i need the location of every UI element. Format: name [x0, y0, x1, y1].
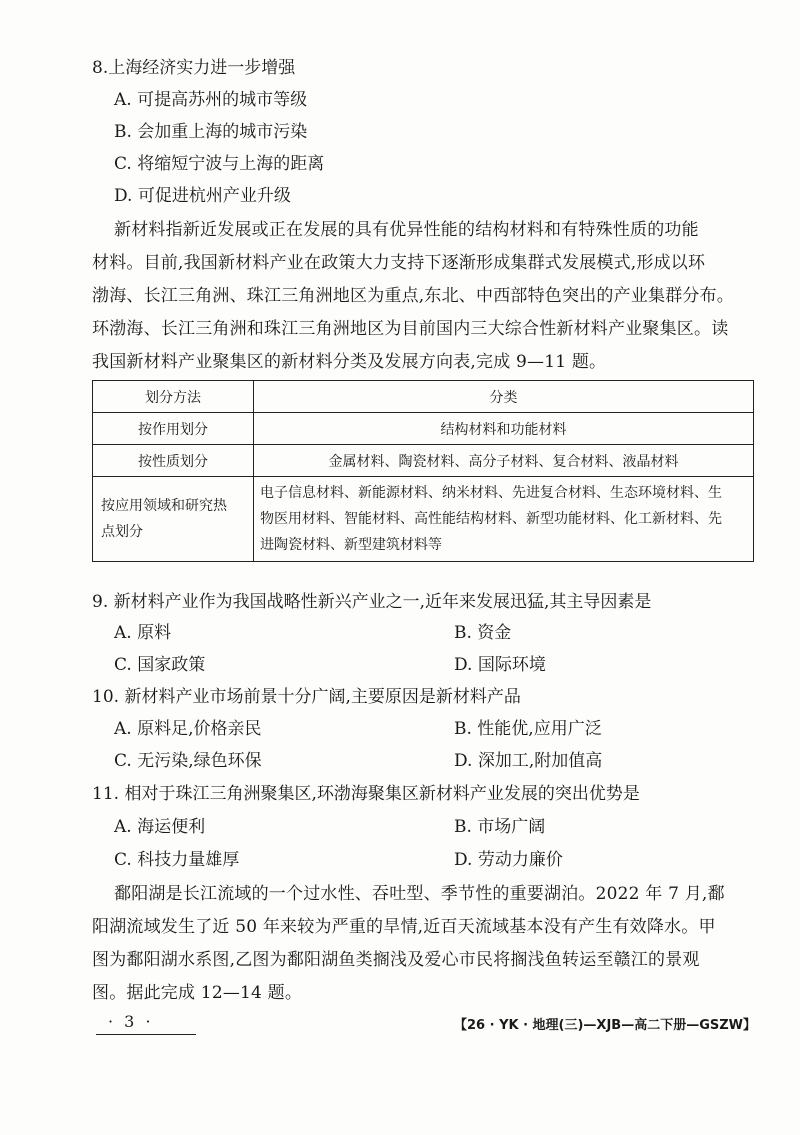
- question-8-option-b: B. 会加重上海的城市污染: [114, 122, 308, 142]
- table-cell: [93, 477, 254, 562]
- question-11-option-a: A. 海运便利: [114, 817, 206, 837]
- passage-2-line: 图为鄱阳湖水系图,乙图为鄱阳湖鱼类搁浅及爱心市民将搁浅鱼转运至赣江的景观: [92, 950, 700, 970]
- table-cell-line: 电子信息材料、新能源材料、纳米材料、先进复合材料、生态环境材料、生: [260, 485, 722, 501]
- table-cell: 按性质划分: [93, 445, 254, 477]
- question-10-option-b: B. 性能优,应用广泛: [454, 719, 602, 739]
- passage-2-line: 图。据此完成 12—14 题。: [92, 983, 303, 1003]
- question-11-option-b: B. 市场广阔: [454, 817, 546, 837]
- question-8-stem: 8.上海经济实力进一步增强: [92, 58, 296, 78]
- exam-code: 【26 · YK · 地理(三)—XJB—高二下册—GSZW】: [453, 1018, 756, 1033]
- table-header-cell: 分类: [254, 381, 754, 413]
- table-header-cell: 划分方法: [93, 381, 254, 413]
- question-8-option-d: D. 可促进杭州产业升级: [114, 186, 291, 206]
- table-cell: 按作用划分: [93, 413, 254, 445]
- question-9-option-d: D. 国际环境: [454, 655, 546, 675]
- passage-1-line: 我国新材料产业聚集区的新材料分类及发展方向表,完成 9—11 题。: [92, 352, 607, 372]
- question-10-stem: 10. 新材料产业市场前景十分广阔,主要原因是新材料产品: [92, 687, 521, 707]
- table-cell-line: 点划分: [101, 524, 143, 540]
- page-number-underline: [96, 1034, 196, 1035]
- passage-1-line: 材料。目前,我国新材料产业在政策大力支持下逐渐形成集群式发展模式,形成以环: [92, 253, 706, 273]
- materials-classification-table: [92, 380, 754, 562]
- question-9-stem: 9. 新材料产业作为我国战略性新兴产业之一,近年来发展迅猛,其主导因素是: [92, 592, 652, 612]
- question-9-option-b: B. 资金: [454, 623, 512, 643]
- table-cell-line: 进陶瓷材料、新型建筑材料等: [260, 537, 442, 553]
- table-cell: [254, 477, 754, 562]
- question-10-option-d: D. 深加工,附加值高: [454, 751, 603, 771]
- passage-2-line: 阳湖流域发生了近 50 年来较为严重的旱情,近百天流域基本没有产生有效降水。甲: [92, 917, 716, 937]
- passage-1-line: 环渤海、长江三角洲和珠江三角洲地区为目前国内三大综合性新材料产业聚集区。读: [92, 319, 729, 339]
- question-9-option-c: C. 国家政策: [114, 655, 206, 675]
- question-9-option-a: A. 原料: [114, 623, 172, 643]
- passage-1-line: 新材料指新近发展或正在发展的具有优异性能的结构材料和有特殊性质的功能: [114, 220, 699, 240]
- question-8-option-c: C. 将缩短宁波与上海的距离: [114, 154, 325, 174]
- table-cell: 结构材料和功能材料: [254, 413, 754, 445]
- question-10-option-c: C. 无污染,绿色环保: [114, 751, 262, 771]
- table-row: [93, 477, 754, 562]
- question-10-option-a: A. 原料足,价格亲民: [114, 719, 262, 739]
- question-11-option-c: C. 科技力量雄厚: [114, 850, 240, 870]
- page-number: · 3 ·: [108, 1012, 154, 1031]
- question-11-option-d: D. 劳动力廉价: [454, 850, 563, 870]
- passage-1-line: 渤海、长江三角洲、珠江三角洲地区为重点,东北、中西部特色突出的产业集群分布。: [92, 286, 735, 306]
- passage-2-line: 鄱阳湖是长江流域的一个过水性、吞吐型、季节性的重要湖泊。2022 年 7 月,鄱: [114, 884, 725, 904]
- table-cell-line: 按应用领域和研究热: [101, 498, 227, 514]
- table-cell: 金属材料、陶瓷材料、高分子材料、复合材料、液晶材料: [254, 445, 754, 477]
- question-8-option-a: A. 可提高苏州的城市等级: [114, 90, 308, 110]
- table-header-row: [93, 381, 754, 413]
- question-11-stem: 11. 相对于珠江三角洲聚集区,环渤海聚集区新材料产业发展的突出优势是: [92, 784, 640, 804]
- table-row: [93, 413, 754, 445]
- table-row: [93, 445, 754, 477]
- table-cell-line: 物医用材料、智能材料、高性能结构材料、新型功能材料、化工新材料、先: [260, 511, 722, 527]
